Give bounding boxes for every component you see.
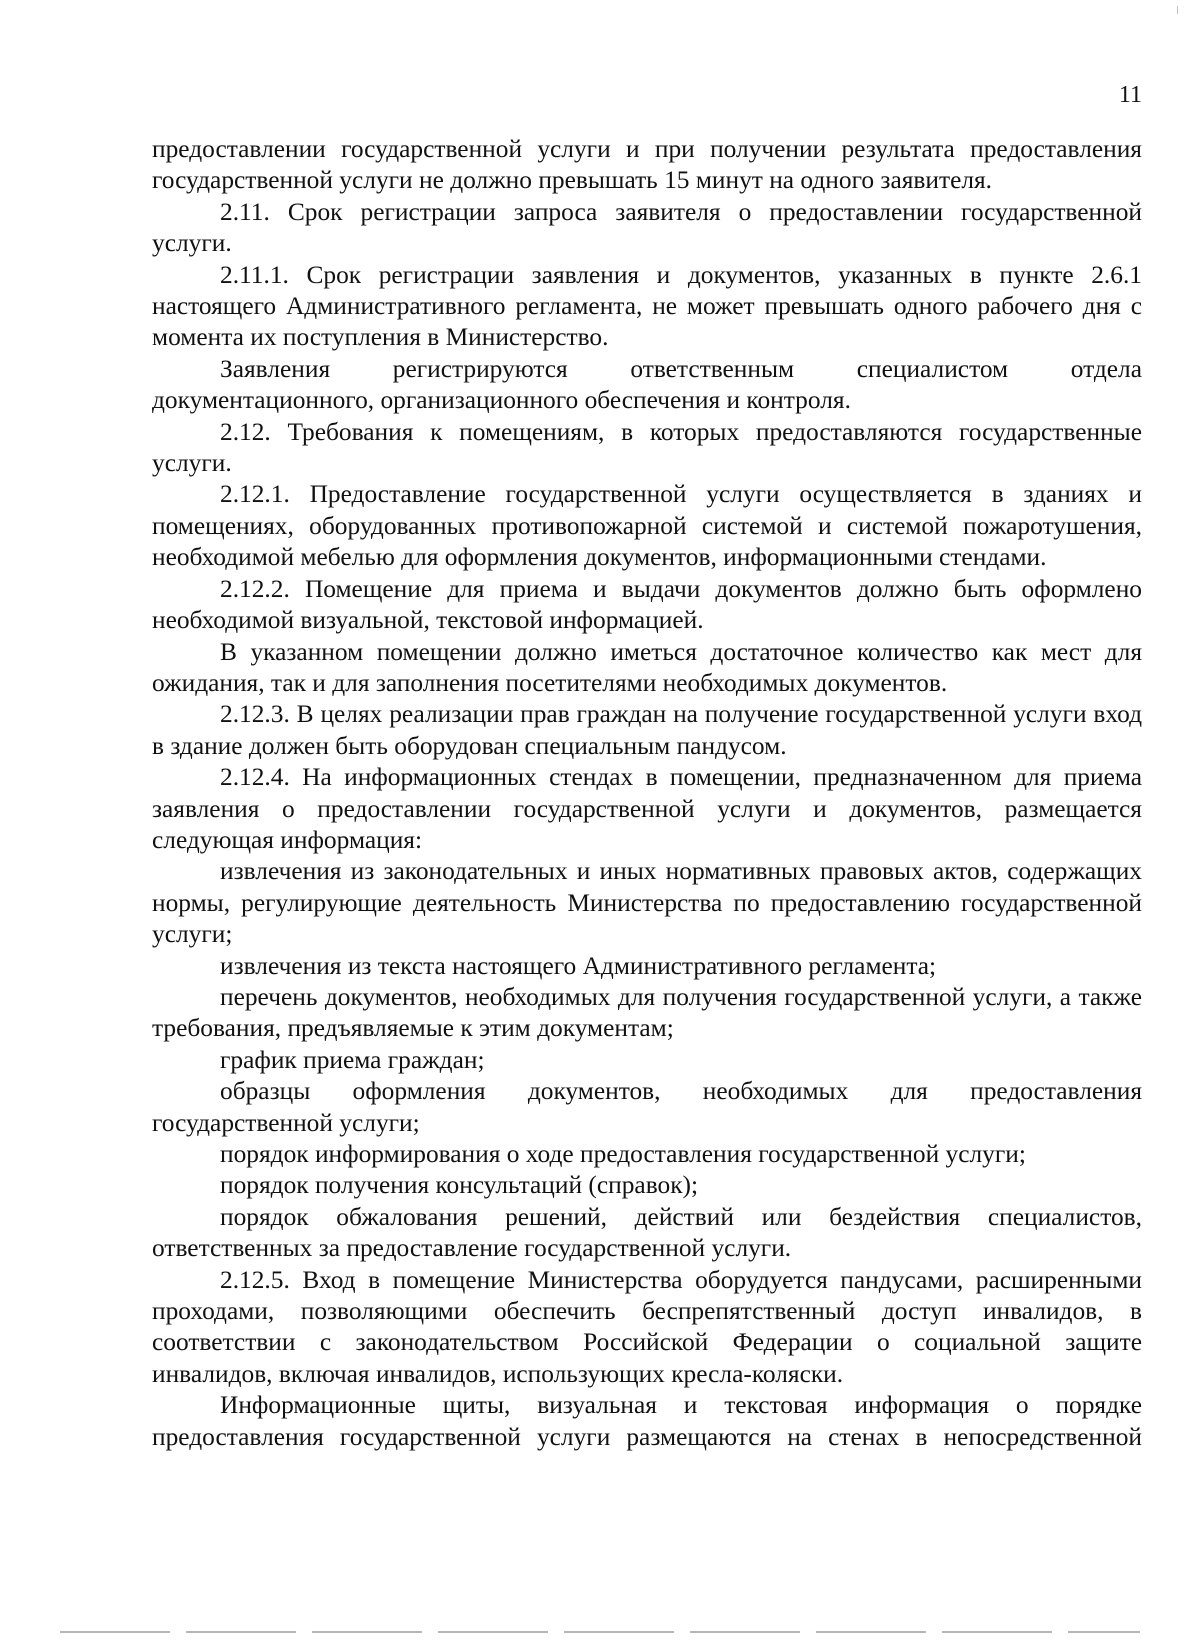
paragraph: порядок получения консультаций (справок); [220,1171,699,1200]
paragraph: 2.12.2. Помещение для приема и выдачи документов должно быть оформлено необходимой визуальной, текстовой информацией. [152,574,1142,635]
paragraph: извлечения из законодательных и иных нормативных правовых актов, содержащих нормы, регулирующие деятельность Министерства по предоставлению государственной услуги; [152,857,1142,949]
paragraph: образцы оформления документов, необходимых для предоставления государственной услуги; [152,1077,1142,1137]
paragraph: извлечения из текста настоящего Административного регламента; [220,951,937,980]
paragraph: В указанном помещении должно иметься достаточное количество как мест для ожидания, так и для заполнения посетителями необходимых документов. [152,637,1142,697]
paragraph: 2.12.5. Вход в помещение Министерства оборудуется пандусами, расширенными проходами, позволяющими обеспечить беспрепятственный доступ инвалидов, в соответствии с законодательством Российской Федерации о социальной защите инвалидов, включая инвалидов, использующих кресла-коляски. [152,1265,1142,1388]
paragraph: график приема граждан; [220,1045,485,1074]
scan-corner-mark [1177,6,1178,14]
paragraph: 2.12. Требования к помещениям, в которых предоставляются государственные услуги. [152,417,1142,478]
document-body [152,134,1142,1453]
scan-bottom-edge [60,1631,1140,1633]
paragraph: предоставлении государственной услуги и при получении результата предоставления государственной услуги не должно превышать 15 минут на одного заявителя. [152,135,1142,195]
paragraph: Информационные щиты, визуальная и текстовая информация о порядке предоставления государственной услуги размещаются на стенах в непосредственной [152,1391,1142,1451]
paragraph: порядок обжалования решений, действий или бездействия специалистов, ответственных за предоставление государственной услуги. [152,1202,1142,1263]
paragraph: 2.11. Срок регистрации запроса заявителя о предоставлении государственной услуги. [152,197,1142,258]
paragraph: порядок информирования о ходе предоставления государственной услуги; [220,1140,1026,1168]
paragraph: 2.12.4. На информационных стендах в помещении, предназначенном для приема заявления о предоставлении государственной услуги и документов, размещается следующая информация: [152,763,1142,854]
paragraph: 2.11.1. Срок регистрации заявления и документов, указанных в пункте 2.6.1 настоящего Административного регламента, не может превышать одного рабочего дня с момента их поступления в Министерство. [152,260,1142,352]
paragraph: Заявления регистрируются ответственным специалистом отдела документационного, организационного обеспечения и контроля. [152,354,1142,415]
paragraph: перечень документов, необходимых для получения государственной услуги, а также требования, предъявляемые к этим документам; [152,982,1142,1043]
paragraph: 2.12.3. В целях реализации прав граждан на получение государственной услуги вход в здание должен быть оборудован специальным пандусом. [152,700,1142,760]
paragraph: 2.12.1. Предоставление государственной услуги осуществляется в зданиях и помещениях, оборудованных противопожарной системой и системой пожаротушения, необходимой мебелью для оформления документов, информационными стендами. [152,480,1142,572]
page-number: 11 [1118,82,1142,108]
